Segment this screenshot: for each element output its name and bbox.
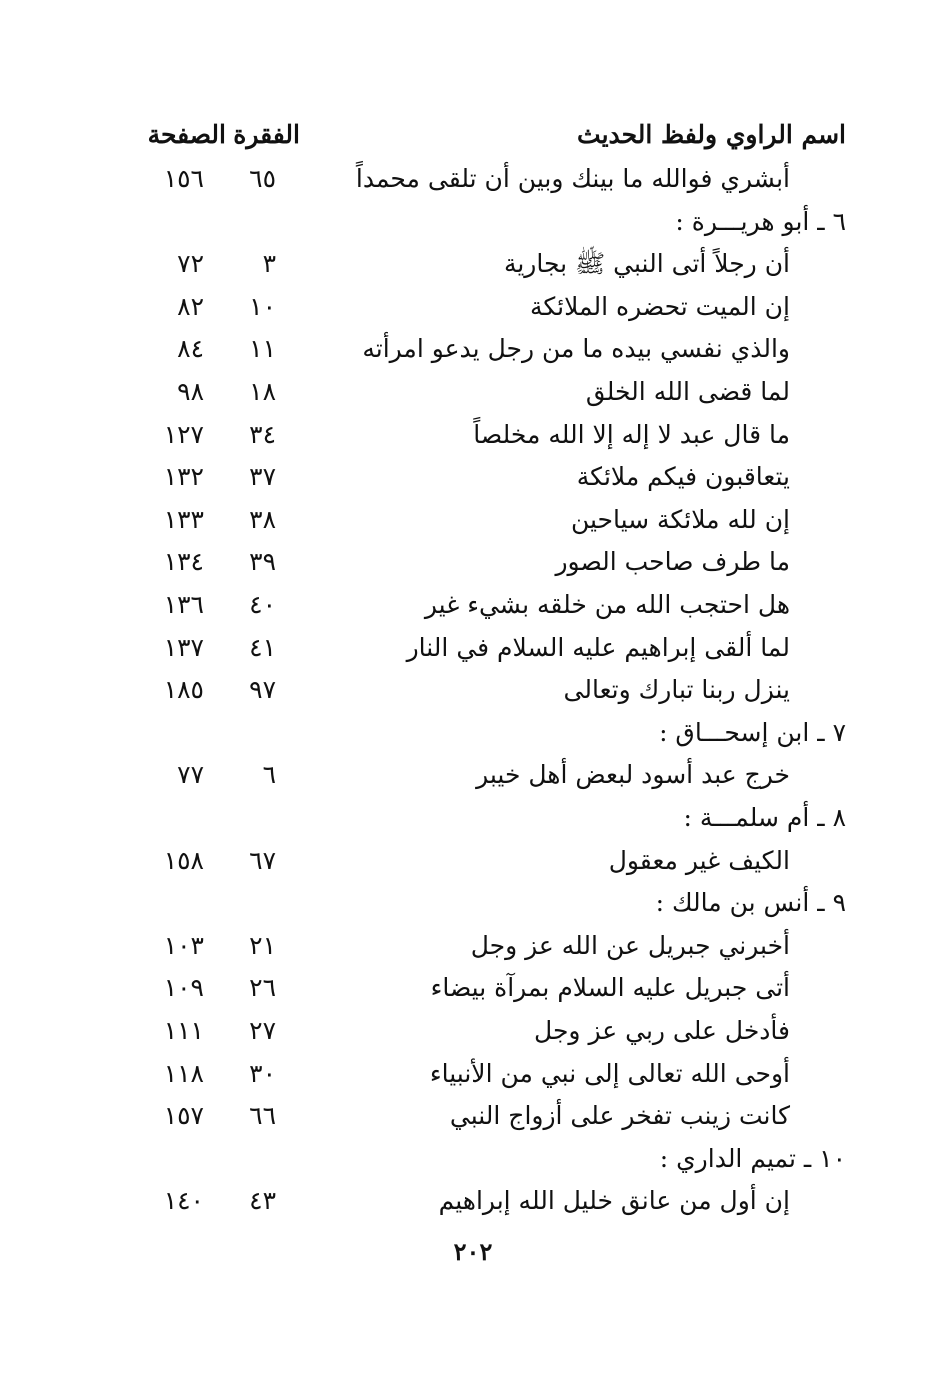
paragraph-number: ٢١ (249, 930, 276, 960)
narrator-name: ٦ ـ أبو هريـــرة : (675, 206, 846, 236)
page-reference: ٩٨ (177, 377, 204, 406)
hadith-text: فأدخل على ربي عز وجل (534, 1016, 790, 1045)
hadith-text: هل احتجب الله من خلقه بشيء غير (424, 590, 790, 619)
page-reference: ١٢٧ (163, 419, 204, 449)
page-reference: ١٣٣ (163, 504, 204, 534)
hadith-entry (0, 498, 946, 541)
page-reference: ١٣٧ (163, 632, 204, 662)
paragraph-number: ٤٠ (249, 590, 276, 619)
hadith-entry (0, 924, 946, 967)
hadith-entry (0, 327, 946, 370)
hadith-text: إن لله ملائكة سياحين (570, 504, 790, 534)
hadith-entry (0, 1052, 946, 1095)
page-reference: ١٤٠ (163, 1186, 204, 1216)
section-heading (0, 881, 946, 924)
paragraph-number: ٦٧ (249, 845, 276, 875)
hadith-entry (0, 626, 946, 669)
hadith-entry (0, 668, 946, 711)
hadith-text: لما قضى الله الخلق (585, 377, 790, 406)
page-reference: ١٣٤ (163, 547, 204, 577)
narrator-name: ٩ ـ أنس بن مالك : (655, 888, 846, 918)
page-reference: ١٨٥ (163, 675, 204, 705)
page-reference: ١٥٦ (163, 164, 204, 193)
section-heading (0, 711, 946, 754)
page-number: ٢٠٢ (453, 1237, 493, 1266)
paragraph-number: ١١ (249, 334, 276, 364)
hadith-entry (0, 839, 946, 882)
hadith-text: ينزل ربنا تبارك وتعالى (563, 675, 790, 705)
narrator-name: ١٠ ـ تميم الداري : (659, 1143, 846, 1173)
paragraph-number: ٤٣ (249, 1186, 276, 1216)
paragraph-number: ٣٤ (249, 419, 276, 449)
page-reference: ١٠٩ (163, 973, 204, 1003)
paragraph-number: ١٨ (249, 377, 276, 406)
hadith-text: أخبرني جبريل عن الله عز وجل (470, 930, 790, 960)
hadith-text: لما ألقى إبراهيم عليه السلام في النار (406, 632, 790, 662)
hadith-entry (0, 583, 946, 626)
hadith-text: أبشري فوالله ما بينك وبين أن تلقى محمداً (355, 164, 790, 193)
paragraph-number: ٣٠ (249, 1058, 276, 1088)
paragraph-number: ٦ (262, 760, 276, 790)
hadith-text: ما قال عبد لا إله إلا الله مخلصاً (473, 419, 790, 449)
page-reference: ١١١ (163, 1016, 204, 1045)
page-reference: ٨٤ (177, 334, 204, 364)
section-heading (0, 200, 946, 243)
page-reference: ١٥٧ (163, 1101, 204, 1131)
hadith-text: كانت زينب تفخر على أزواج النبي (449, 1101, 790, 1131)
narrator-name: ٨ ـ أم سلمـــة : (683, 803, 846, 832)
hadith-entry (0, 370, 946, 413)
paragraph-number: ٣ (262, 249, 276, 279)
hadith-text: أوحى الله تعالى إلى نبي من الأنبياء (429, 1058, 790, 1088)
paragraph-number: ٢٦ (249, 973, 276, 1003)
hadith-entry (0, 1094, 946, 1137)
paragraph-number: ٩٧ (249, 675, 276, 705)
hadith-text: والذي نفسي بيده ما من رجل يدعو امرأته (362, 334, 790, 364)
page-reference: ١١٨ (163, 1058, 204, 1088)
page-reference: ٧٧ (177, 760, 204, 790)
hadith-entry (0, 413, 946, 456)
column-header-page: الصفحة (147, 120, 226, 149)
page-reference: ١٣٢ (163, 462, 204, 492)
hadith-entry (0, 753, 946, 796)
hadith-entry (0, 1009, 946, 1052)
hadith-text: إن أول من عانق خليل الله إبراهيم (438, 1186, 790, 1216)
hadith-text: يتعاقبون فيكم ملائكة (576, 462, 790, 492)
narrator-name: ٧ ـ ابن إسحـــاق : (659, 717, 846, 747)
page-reference: ٧٢ (177, 249, 204, 279)
hadith-entry (0, 1179, 946, 1222)
column-header-narrator: اسم الراوي ولفظ الحديث (577, 120, 846, 149)
hadith-entry (0, 285, 946, 328)
column-header-paragraph: الفقرة (233, 120, 300, 149)
paragraph-number: ٣٩ (249, 547, 276, 577)
section-heading (0, 1137, 946, 1180)
paragraph-number: ٦٥ (249, 164, 276, 193)
paragraph-number: ٣٨ (249, 504, 276, 534)
page-reference: ١٠٣ (163, 930, 204, 960)
page-reference: ١٣٦ (163, 590, 204, 619)
hadith-text: أتى جبريل عليه السلام بمرآة بيضاء (430, 973, 790, 1003)
table-header (0, 113, 946, 156)
hadith-entry (0, 966, 946, 1009)
hadith-text: خرج عبد أسود لبعض أهل خيبر (476, 760, 790, 790)
paragraph-number: ٤١ (249, 632, 276, 662)
hadith-entry (0, 242, 946, 285)
section-heading (0, 796, 946, 839)
page-reference: ١٥٨ (163, 845, 204, 875)
hadith-entry (0, 540, 946, 583)
paragraph-number: ٣٧ (249, 462, 276, 492)
hadith-text: أن رجلاً أتى النبي ﷺ بجارية (503, 249, 790, 279)
hadith-entry (0, 455, 946, 498)
hadith-text: الكيف غير معقول (608, 845, 790, 875)
paragraph-number: ٢٧ (249, 1016, 276, 1045)
hadith-text: ما طرف صاحب الصور (555, 547, 790, 577)
paragraph-number: ٦٦ (249, 1101, 276, 1131)
hadith-text: إن الميت تحضره الملائكة (529, 291, 790, 321)
page-reference: ٨٢ (177, 291, 204, 321)
paragraph-number: ١٠ (249, 291, 276, 321)
hadith-entry (0, 157, 946, 200)
